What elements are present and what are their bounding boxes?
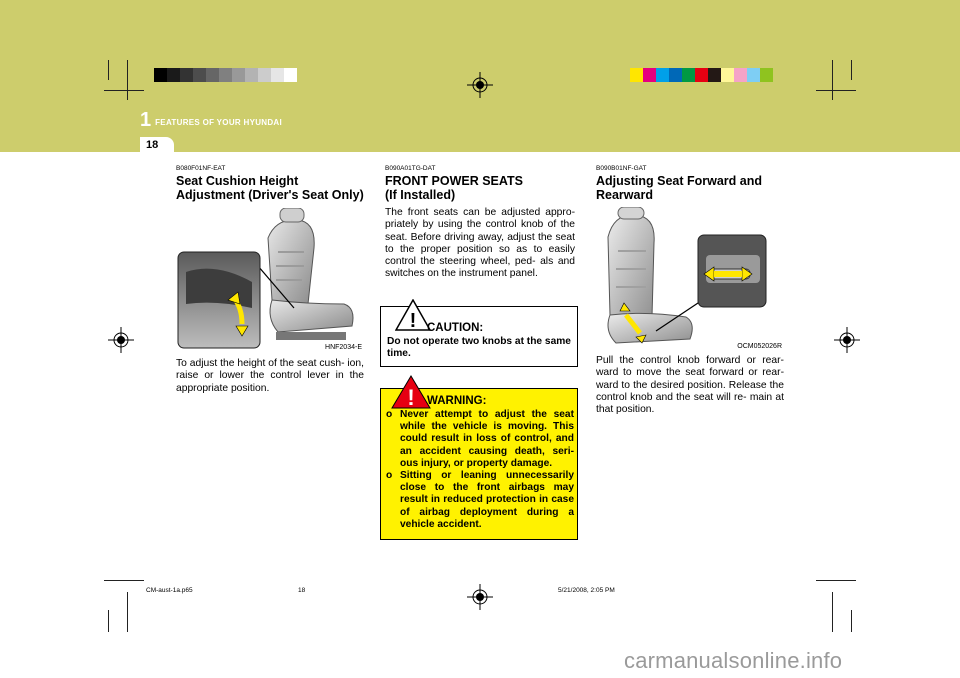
section-seat-cushion-height bbox=[176, 165, 364, 395]
footer-filename: CM-aust-1a.p65 bbox=[146, 587, 193, 594]
color-swatch bbox=[721, 68, 734, 82]
seat-forward-photo bbox=[596, 207, 784, 351]
caution-triangle-icon bbox=[395, 299, 431, 331]
warning-list bbox=[386, 409, 574, 531]
gray-swatch bbox=[271, 68, 284, 82]
power-seat-illustration-icon bbox=[596, 207, 784, 351]
image-code: OCM052026R bbox=[737, 343, 782, 350]
gray-swatch bbox=[167, 68, 180, 82]
footer-page: 18 bbox=[298, 587, 306, 594]
seat-illustration-icon bbox=[176, 208, 364, 352]
gray-swatch bbox=[180, 68, 193, 82]
gray-swatch bbox=[245, 68, 258, 82]
section-heading-line2: (If Installed) bbox=[385, 188, 456, 202]
chapter-header bbox=[140, 110, 282, 130]
section-body: To adjust the height of the seat cush- ion, raise or lower the control lever in the appropriate position. bbox=[176, 358, 364, 394]
registration-mark-icon bbox=[108, 327, 134, 353]
gray-swatch bbox=[193, 68, 206, 82]
section-body: Pull the control knob forward or rear- ward to move the seat forward or rear- ward to the desired position. Release the control knob and the seat will re- main at that position. bbox=[596, 355, 784, 416]
section-adjust-seat-forward bbox=[596, 165, 784, 416]
footer-timestamp: 5/21/2008, 2:05 PM bbox=[558, 587, 615, 594]
page-number: 18 bbox=[146, 139, 159, 151]
color-swatch bbox=[669, 68, 682, 82]
registration-mark-icon bbox=[834, 327, 860, 353]
section-code: B090B01NF-GAT bbox=[596, 165, 647, 172]
image-code: HNF2034-E bbox=[325, 344, 362, 351]
warning-bullet: o bbox=[386, 470, 393, 482]
warning-item-text: Sitting or leaning unnecessarily close to the front airbags may result in reduced protection in case of airbag deployment during a vehicle accident. bbox=[400, 470, 574, 530]
color-calibration-bar bbox=[630, 68, 773, 82]
section-code: B080F01NF-EAT bbox=[176, 165, 226, 172]
color-swatch bbox=[708, 68, 721, 82]
registration-mark-icon bbox=[467, 584, 493, 610]
gray-swatch bbox=[258, 68, 271, 82]
caution-box bbox=[380, 306, 578, 367]
caution-title: CAUTION: bbox=[427, 322, 484, 334]
gray-swatch bbox=[206, 68, 219, 82]
chapter-number: 1 bbox=[140, 109, 152, 131]
color-swatch bbox=[695, 68, 708, 82]
warning-item bbox=[386, 470, 574, 531]
section-front-power-seats bbox=[385, 165, 575, 281]
gray-swatch bbox=[219, 68, 232, 82]
svg-text:!: ! bbox=[407, 385, 415, 409]
color-swatch bbox=[682, 68, 695, 82]
section-heading: Adjusting Seat Forward and Rearward bbox=[596, 174, 762, 202]
watermark: carmanualsonline.info bbox=[624, 648, 843, 673]
grayscale-calibration-bar bbox=[154, 68, 297, 82]
caution-text: Do not operate two knobs at the same time. bbox=[387, 336, 571, 359]
section-code: B090A01TG-DAT bbox=[385, 165, 436, 172]
warning-title: WARNING: bbox=[427, 395, 487, 407]
color-swatch bbox=[656, 68, 669, 82]
color-swatch bbox=[630, 68, 643, 82]
gray-swatch bbox=[154, 68, 167, 82]
gray-swatch bbox=[232, 68, 245, 82]
section-body: The front seats can be adjusted appro- priately by using the control knob of the seat. Before driving away, adjust the seat to the proper position so as to easily control the steering wheel, ped- als and switches on the instrument panel. bbox=[385, 207, 575, 280]
color-swatch bbox=[760, 68, 773, 82]
color-swatch bbox=[747, 68, 760, 82]
gray-swatch bbox=[284, 68, 297, 82]
chapter-title: FEATURES OF YOUR HYUNDAI bbox=[155, 118, 283, 127]
registration-mark-icon bbox=[467, 72, 493, 98]
svg-text:!: ! bbox=[409, 310, 417, 331]
section-heading-line1: FRONT POWER SEATS bbox=[385, 174, 523, 188]
color-swatch bbox=[643, 68, 656, 82]
color-swatch bbox=[734, 68, 747, 82]
warning-bullet: o bbox=[386, 409, 393, 420]
warning-triangle-icon bbox=[391, 375, 431, 409]
warning-box bbox=[380, 385, 578, 540]
warning-item bbox=[386, 409, 574, 470]
warning-item-text: Never attempt to adjust the seat while the vehicle is moving. This could result in loss of control, and an accident causing death, seri- ous injury, or property damage. bbox=[400, 409, 574, 469]
seat-height-photo bbox=[176, 208, 364, 352]
section-heading: Seat Cushion Height Adjustment (Driver's Seat Only) bbox=[176, 174, 364, 202]
